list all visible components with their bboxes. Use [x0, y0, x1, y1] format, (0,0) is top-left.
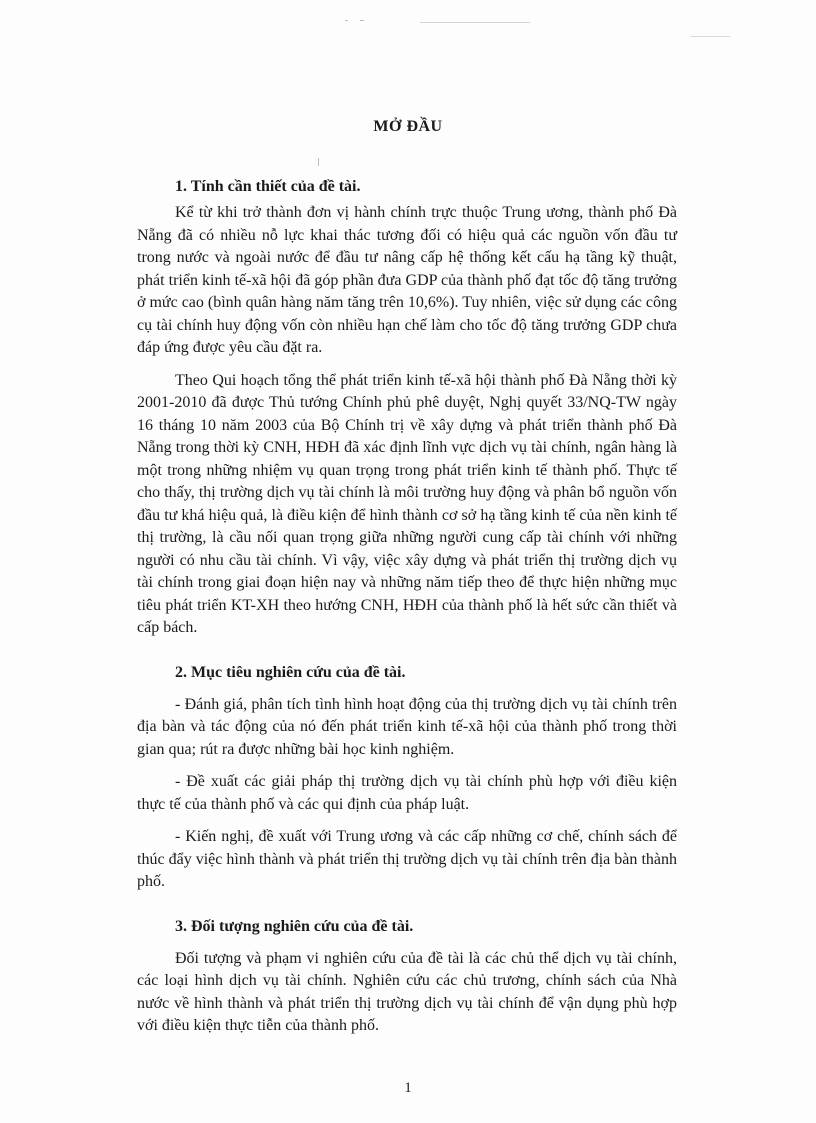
- paragraph: Theo Qui hoạch tổng thể phát triển kinh tế-xã hội thành phố Đà Nẵng thời kỳ 2001-2010 đã được Thủ tướng Chính phủ phê duyệt, Nghị quyết 33/NQ-TW ngày 16 tháng 10 năm 2003 của Bộ Chính trị về xây dựng và phát triển thành phố Đà Nẵng trong thời kỳ CNH, HĐH đã xác định lĩnh vực dịch vụ tài chính, ngân hàng là một trong những nhiệm vụ quan trọng trong phát triển kinh tế thành phố. Thực tế cho thấy, thị trường dịch vụ tài chính là môi trường huy động và phân bổ nguồn vốn đầu tư khá hiệu quả, là điều kiện để hình thành cơ sở hạ tầng kinh tế của nền kinh tế thị trường, là cầu nối quan trọng giữa những người cung cấp tài chính với những người có nhu cầu tài chính. Vì vậy, việc xây dựng và phát triển thị trường dịch vụ tài chính trong giai đoạn hiện nay và những năm tiếp theo để thực hiện những mục tiêu phát triển KT-XH theo hướng CNH, HĐH của thành phố là hết sức cần thiết và cấp bách.: [137, 371, 677, 636]
- page-title: MỞ ĐẦU: [373, 118, 443, 135]
- scan-speck: [690, 36, 730, 37]
- section-research-subject: [137, 918, 677, 1038]
- scan-speck: [318, 158, 319, 166]
- paragraph: Đối tượng và phạm vi nghiên cứu của đề tài là các chủ thể dịch vụ tài chính, các loại hình dịch vụ tài chính. Nghiên cứu các chủ trương, chính sách của Nhà nước về hình thành và phát triển thị trường dịch vụ tài chính để vận dụng phù hợp với điều kiện thực tiễn của thành phố.: [137, 949, 677, 1034]
- scan-speck: [420, 22, 530, 23]
- document-body: [137, 178, 677, 1048]
- page-number: 1: [404, 1080, 412, 1096]
- paragraph: Kể từ khi trở thành đơn vị hành chính trực thuộc Trung ương, thành phố Đà Nẵng đã có nhiều nỗ lực khai thác tương đối có hiệu quả các nguồn vốn đầu tư trong nước và ngoài nước để đầu tư nâng cấp hệ thống kết cấu hạ tầng kỹ thuật, phát triển kinh tế-xã hội đã góp phần đưa GDP của thành phố đạt tốc độ tăng trưởng ở mức cao (bình quân hàng năm tăng trên 10,6%). Tuy nhiên, việc sử dụng các công cụ tài chính huy động vốn còn nhiều hạn chế làm cho tốc độ tăng trưởng GDP chưa đáp ứng được yêu cầu đặt ra.: [137, 204, 677, 356]
- scan-speck: [345, 20, 348, 21]
- section-heading: 3. Đối tượng nghiên cứu của đề tài.: [175, 917, 414, 935]
- section-heading: 1. Tính cần thiết của đề tài.: [175, 178, 361, 195]
- scan-speck: [360, 20, 364, 21]
- section-heading: 2. Mục tiêu nghiên cứu của đề tài.: [175, 663, 406, 681]
- section-objectives: [137, 664, 677, 894]
- section-necessity: [137, 178, 677, 640]
- paragraph: - Đánh giá, phân tích tình hình hoạt động của thị trường dịch vụ tài chính trên địa bàn và tác động của nó đến phát triển kinh tế-xã hội của thành phố trong thời gian qua; rút ra được những bài học kinh nghiệm.: [137, 695, 677, 758]
- paragraph: - Đề xuất các giải pháp thị trường dịch vụ tài chính phù hợp với điều kiện thực tế của thành phố và các qui định của pháp luật.: [137, 773, 677, 813]
- paragraph: - Kiến nghị, đề xuất với Trung ương và các cấp những cơ chế, chính sách để thúc đẩy việc hình thành và phát triển thị trường dịch vụ tài chính trên địa bàn thành phố.: [137, 828, 677, 890]
